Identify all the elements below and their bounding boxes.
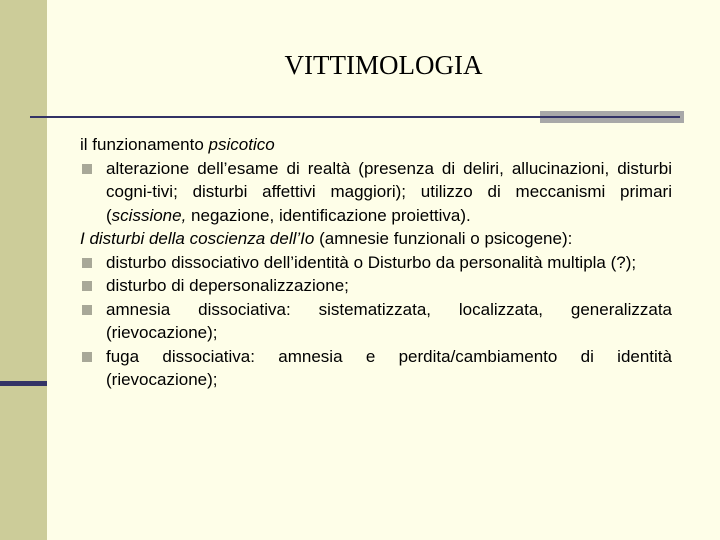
side-accent-bar: [0, 381, 47, 386]
square-bullet-icon: [82, 281, 92, 291]
item-text: disturbo di depersonalizzazione;: [106, 276, 349, 295]
heading-consciousness-italic: I disturbi della coscienza dell’Io: [80, 229, 315, 248]
square-bullet-icon: [82, 258, 92, 268]
square-bullet-icon: [82, 352, 92, 362]
title-rule: [30, 116, 680, 118]
square-bullet-icon: [82, 164, 92, 174]
list-item: [80, 274, 672, 298]
item-text: fuga dissociativa: amnesia e perdita/cambiamento di identità (rievocazione);: [106, 346, 672, 389]
heading-consciousness-suffix: (amnesie funzionali o psicogene):: [314, 229, 573, 248]
item-text-part1: alterazione dell’esame di realtà (presenza di deliri, allucinazioni, disturbi cogni-tivi; disturbi affettivi maggiori); utilizzo di meccanismi primari (: [106, 158, 672, 225]
item-text-italic: scissione,: [111, 205, 187, 225]
list-item: [80, 298, 672, 345]
heading-psychotic: [80, 133, 672, 157]
list-item: [80, 251, 672, 275]
side-band: [0, 0, 47, 540]
heading-consciousness: [80, 227, 672, 251]
slide-body: [80, 133, 672, 392]
slide-title: VITTIMOLOGIA: [284, 50, 483, 80]
item-text: amnesia dissociativa: sistematizzata, localizzata, generalizzata (rievocazione);: [106, 299, 672, 342]
heading-psychotic-italic: psicotico: [208, 135, 275, 154]
item-text: disturbo dissociativo dell’identità o Disturbo da personalità multipla (?);: [106, 252, 637, 272]
heading-psychotic-prefix: il funzionamento: [80, 135, 209, 154]
item-text-part2: negazione, identificazione proiettiva).: [186, 205, 471, 225]
list-item: [80, 157, 672, 228]
square-bullet-icon: [82, 305, 92, 315]
list-item: [80, 345, 672, 392]
